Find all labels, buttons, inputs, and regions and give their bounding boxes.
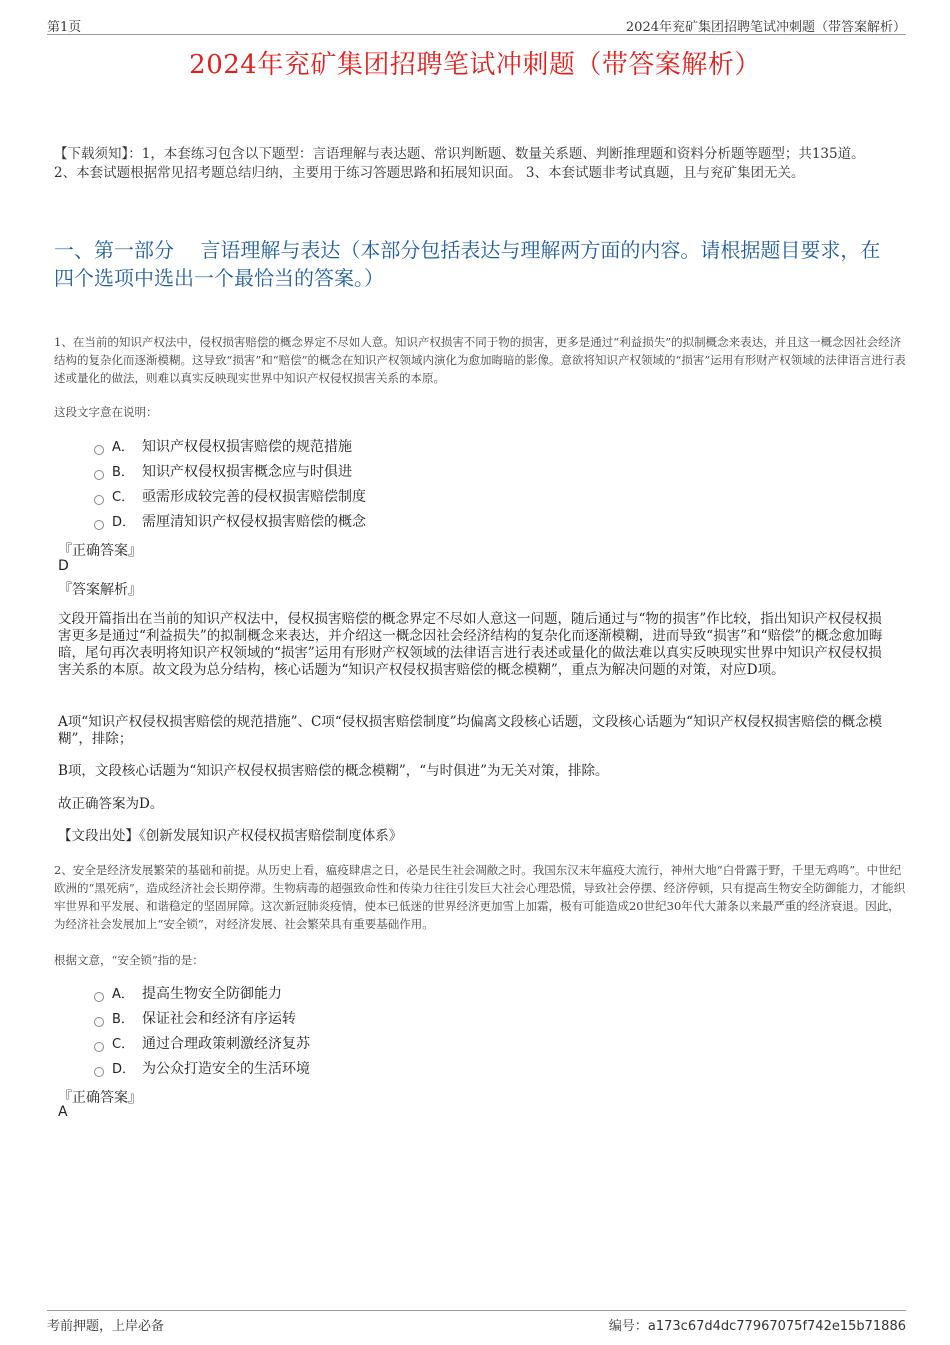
download-notice: 【下载须知】：1，本套练习包含以下题型：言语理解与表达题、常识判断题、数量关系题、判断推理题和资料分析题等题型；共135道。 2、本套试题根据常见招考题总结归纳，主要用于练习答题思路和拓展知识面。 3、本套试题非考试真题，且与兖矿集团无关。: [54, 146, 865, 181]
analysis-paragraph: 文段开篇指出在当前的知识产权法中，侵权损害赔偿的概念界定不尽如人意这一问题，随后通过与“物的损害”作比较，指出知识产权侵权损害更多是通过“利益损失”的拟制概念来表达，并介绍这一概念因社会经济结构的复杂化而逐渐模糊，进而导致“损害”和“赔偿”的概念愈加晦暗，尾句再次表明将知识产权领域的“损害”运用有形财产权领域的法律语言进行表述或量化的做法难以真实反映现实世界中知识产权侵权损害关系的本原。故文段为总分结构，核心话题为“知识产权侵权损害赔偿的概念模糊”，重点为解决问题的对策，对应D项。: [58, 611, 883, 678]
option-a[interactable]: A． 知识产权侵权损害赔偿的规范措施: [94, 435, 366, 460]
analysis-label: 『答案解析』: [58, 582, 142, 598]
radio-icon[interactable]: [94, 992, 104, 1002]
answer-label: 『正确答案』: [58, 1090, 142, 1106]
radio-icon[interactable]: [94, 495, 104, 505]
question-1-text: 1、在当前的知识产权法中，侵权损害赔偿的概念界定不尽如人意。知识产权损害不同于物的损害，更多是通过“利益损失”的拟制概念来表达，并且这一概念因社会经济结构的复杂化而逐渐模糊。这导致“损害”和“赔偿”的概念在知识产权领域内演化为愈加晦暗的影像。意欲将知识产权领域的“损害”运用有形财产权领域的法律语言进行表述或量化的做法，则难以真实反映现实世界中知识产权侵权损害关系的本原。: [54, 335, 906, 385]
question-2-options: [94, 982, 310, 1082]
option-d[interactable]: D． 为公众打造安全的生活环境: [94, 1057, 310, 1082]
radio-icon[interactable]: [94, 470, 104, 480]
option-a[interactable]: A． 提高生物安全防御能力: [94, 982, 310, 1007]
page-title: 2024年兖矿集团招聘笔试冲刺题（带答案解析）: [189, 50, 761, 80]
option-c[interactable]: C． 通过合理政策刺激经济复苏: [94, 1032, 310, 1057]
footer-slogan: 考前押题，上岸必备: [47, 1319, 165, 1334]
page-footer: [47, 1310, 906, 1333]
document-id: 编号：a173c67d4dc77967075f742e15b71886: [608, 1319, 906, 1334]
question-2-text: 2、安全是经济发展繁荣的基础和前提。从历史上看，瘟疫肆虐之日，必是民生社会凋敝之时。我国东汉末年瘟疫大流行，神州大地“白骨露于野，千里无鸡鸣”。中世纪欧洲的“黑死病”，造成经济社会长期停滞。生物病毒的超强致命性和传染力往往引发巨大社会心理恐慌，导致社会停摆、经济停顿，只有提高生物安全防御能力，才能织牢世界和平发展、和谐稳定的坚固屏障。这次新冠肺炎疫情，使本已低迷的世界经济更加雪上加霜，极有可能造成20世纪30年代大萧条以来最严重的经济衰退。因此，为经济社会发展加上“安全锁”，对经济发展、社会繁荣具有重要基础作用。: [54, 863, 906, 931]
option-c[interactable]: C． 亟需形成较完善的侵权损害赔偿制度: [94, 485, 366, 510]
option-d[interactable]: D． 需厘清知识产权侵权损害赔偿的概念: [94, 510, 366, 535]
page-number: 第1页: [47, 20, 82, 35]
answer-value: D: [58, 558, 69, 574]
question-1-options: [94, 435, 366, 535]
question-2-stem: 根据文意，“安全锁”指的是：: [54, 953, 204, 967]
page-header: [47, 14, 906, 35]
radio-icon[interactable]: [94, 445, 104, 455]
analysis-paragraph: A项“知识产权侵权损害赔偿的规范措施”、C项“侵权损害赔偿制度”均偏离文段核心话题，文段核心话题为“知识产权侵权损害赔偿的概念模糊”，排除；: [58, 714, 883, 747]
radio-icon[interactable]: [94, 1017, 104, 1027]
header-doc-title: 2024年兖矿集团招聘笔试冲刺题（带答案解析）: [625, 20, 906, 35]
radio-icon[interactable]: [94, 520, 104, 530]
section-heading: 一、第一部分 言语理解与表达（本部分包括表达与理解两方面的内容。请根据题目要求，在四个选项中选出一个最恰当的答案。）: [54, 238, 881, 290]
answer-label: 『正确答案』: [58, 543, 142, 559]
question-1-stem: 这段文字意在说明：: [54, 405, 158, 419]
option-b[interactable]: B． 保证社会和经济有序运转: [94, 1007, 310, 1032]
option-b[interactable]: B． 知识产权侵权损害概念应与时俱进: [94, 460, 366, 485]
answer-value: A: [58, 1104, 68, 1120]
analysis-paragraph: B项，文段核心话题为“知识产权侵权损害赔偿的概念模糊”，“与时俱进”为无关对策，排除。: [58, 763, 609, 779]
source-citation: 【文段出处】《创新发展知识产权侵权损害赔偿制度体系》: [58, 828, 403, 844]
radio-icon[interactable]: [94, 1042, 104, 1052]
analysis-paragraph: 故正确答案为D。: [58, 796, 164, 812]
radio-icon[interactable]: [94, 1067, 104, 1077]
